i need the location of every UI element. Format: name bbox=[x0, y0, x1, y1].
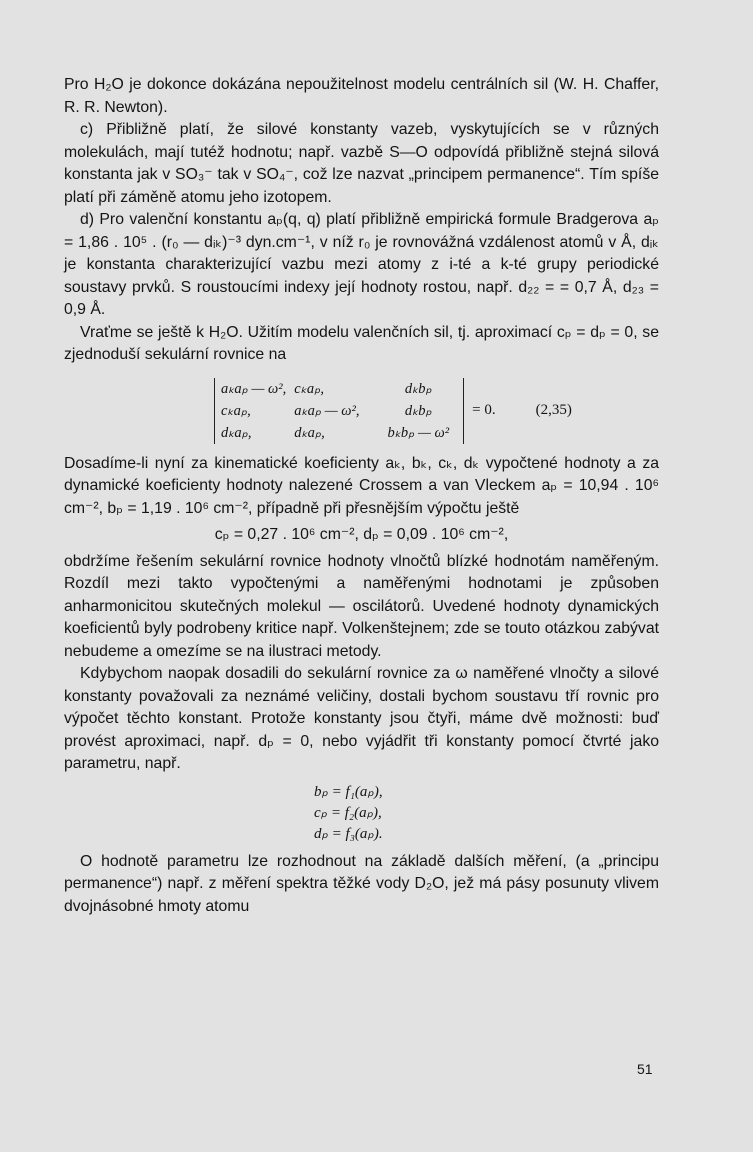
matrix-cell: dₖbₚ bbox=[404, 402, 432, 419]
equation-rhs: = 0. bbox=[472, 402, 496, 419]
function-system bbox=[314, 782, 659, 845]
equation-line: cₚ = 0,27 . 10⁶ cm⁻², dₚ = 0,09 . 10⁶ cm⁻², bbox=[214, 526, 509, 543]
secular-equation bbox=[64, 375, 659, 447]
matrix-cell: bₖbₚ — ω² bbox=[387, 424, 450, 441]
paragraph-3: d) Pro valenční konstantu aₚ(q, q) platí přibližně empirická formule Bradgerova aₚ = 1,86 . 10⁵ . (r₀ — dᵢₖ)⁻³ dyn.cm⁻¹, v níž r₀ je rovnovážná vzdálenost atomů v Å, dᵢₖ je konstanta charakterizující vazbu mezi atomy z i-té a k-té grupy periodické soustavy prvků. S roustoucími indexy její hodnoty rostou, např. d₂₂ = = 0,7 Å, d₂₃ = 0,9 Å. bbox=[64, 211, 659, 318]
page-text bbox=[64, 74, 659, 918]
matrix-cell: cₖaₚ, bbox=[294, 380, 324, 397]
paragraph-7: obdržíme řešením sekulární rovnice hodnoty vlnočtů blízké hodnotám naměřeným. Rozdíl mezi takto vypočtenými a naměřenými hodnotami je způsoben anharmonicitou skutečných molekul — oscilátorů. Uvedené hodnoty dynamických koeficientů byly podrobeny kritice např. Volkenštejnem; zde se touto otázkou zabývat nebudeme a omezíme se na ilustraci metody. bbox=[64, 552, 659, 660]
matrix-cell: aₖaₚ — ω², bbox=[221, 380, 287, 397]
matrix-cell: aₖaₚ — ω², bbox=[294, 402, 360, 419]
paragraph-4: Vraťme se ještě k H₂O. Užitím modelu valenčních sil, tj. aproximací cₚ = dₚ = 0, se zjednoduší sekulární rovnice na bbox=[64, 323, 659, 363]
paragraph-8: Kdybychom naopak dosadili do sekulární rovnice za ω naměřené vlnočty a silové konstanty považovali za neznámé veličiny, dostali bychom soustavu tří rovnic pro výpočet těchto konstant. Protože konstanty jsou čtyři, máme dvě možnosti: buď provést aproximaci, např. dₚ = 0, nebo vyjádřit tři konstanty pomocí čtvrté jako parametru, např. bbox=[64, 665, 659, 772]
paragraph-9: O hodnotě parametru lze rozhodnout na základě dalších měření, (a „principu permanence“) např. z měření spektra těžké vody D₂O, jež má pásy posunuty vlivem dvojnásobné hmoty atomu bbox=[64, 852, 659, 915]
matrix-cell: dₖaₚ, bbox=[294, 424, 325, 441]
paragraph-5: Dosadíme-li nyní za kinematické koeficienty aₖ, bₖ, cₖ, dₖ vypočtené hodnoty a za dynamické koeficienty hodnoty nalezené Crossem a van Vleckem aₚ = 10,94 . 10⁶ cm⁻², bₚ = 1,19 . 10⁶ cm⁻², případně při přesnějším výpočtu ještě bbox=[64, 454, 659, 517]
paragraph-1: Pro H₂O je dokonce dokázána nepoužitelnost modelu centrálních sil (W. H. Chaffer, R. R. Newton). bbox=[64, 76, 659, 116]
system-line: dₚ = f₃(aₚ). bbox=[314, 825, 383, 842]
matrix-cell: dₖaₚ, bbox=[221, 424, 252, 441]
determinant bbox=[214, 378, 464, 444]
paragraph-2: c) Přibližně platí, že silové konstanty vazeb, vyskytujících se v různých molekulách, mají tutéž hodnotu; např. vazbě S—O odpovídá přibližně stejná silová konstanta jak v SO₃⁻ tak v SO₄⁻, což lze nazvat „principem permanence“. Tím spíše platí při záměně atomu jeho izotopem. bbox=[64, 121, 659, 206]
page-number: 51 bbox=[637, 1061, 653, 1077]
matrix-cell: dₖbₚ bbox=[404, 380, 432, 397]
equation-number: (2,35) bbox=[535, 402, 572, 419]
system-line: bₚ = f₁(aₚ), bbox=[314, 783, 383, 800]
system-line: cₚ = f₂(aₚ), bbox=[314, 804, 382, 821]
matrix-cell: cₖaₚ, bbox=[221, 402, 251, 419]
